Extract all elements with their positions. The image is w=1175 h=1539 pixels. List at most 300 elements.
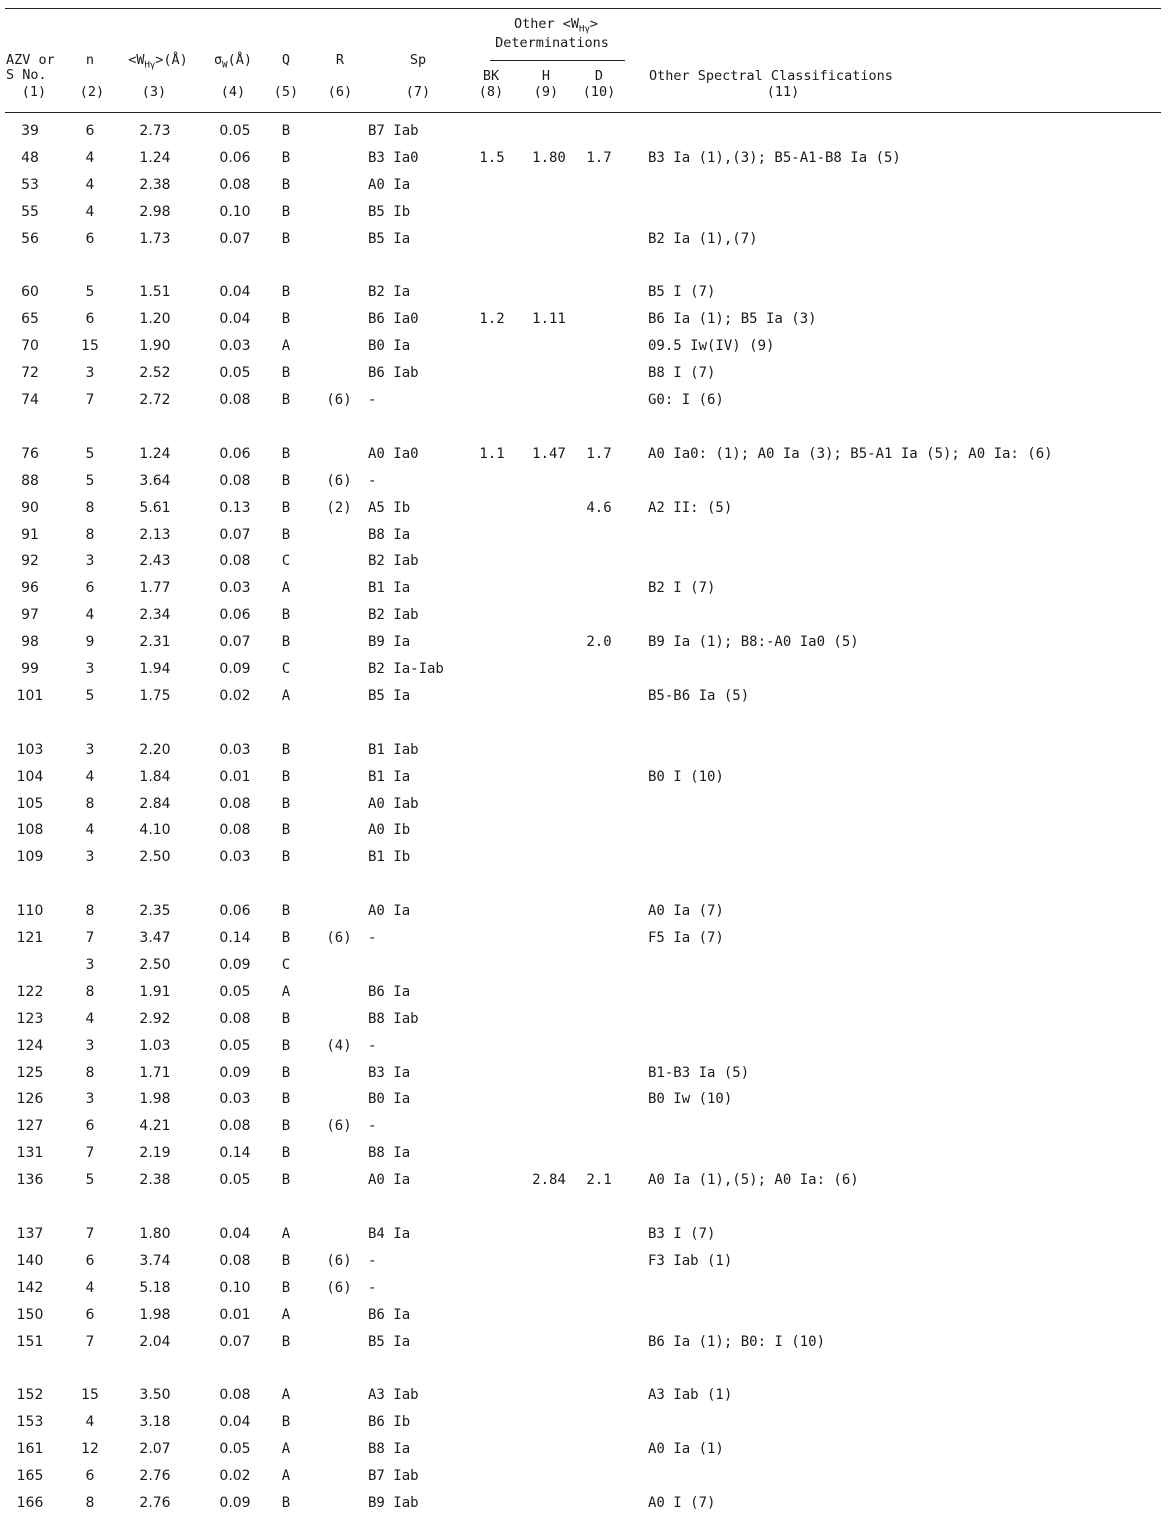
cell-sp: B9 Iab [368,1494,419,1511]
cell-n: 8 [85,526,95,543]
cell-sp: A0 Ia [368,903,411,920]
cell-r: (6) [326,1118,352,1135]
cell-whgamma: 4.10 [139,822,171,839]
cell-id: 109 [16,849,44,866]
cell-q: B [281,365,291,382]
cell-sp: B5 Ia [368,1333,411,1350]
cell-q: A [281,1468,291,1484]
cell-id: 122 [16,983,44,1000]
cell-sigma: 0.01 [219,1306,251,1323]
cell-sigma: 0.07 [219,1333,251,1350]
cell-id: 110 [16,903,44,920]
table-row [0,982,1175,1002]
cell-n: 8 [85,499,95,516]
cell-n: 8 [85,983,95,1000]
cell-n: 15 [81,1387,99,1404]
cell-q: B [281,1279,291,1296]
table-row [0,525,1175,545]
cell-sp: B3 Ia [368,1064,411,1081]
cell-q: B [281,1091,291,1108]
cell-sigma: 0.03 [219,849,251,866]
cell-other: B3 I (7) [648,1225,716,1242]
cell-other: B8 I (7) [648,365,716,382]
cell-q: B [281,176,291,193]
col4-header: $\sigma_W(Å)$ [214,52,252,71]
cell-n: 4 [85,768,95,785]
cell-sigma: 0.07 [219,526,251,543]
cell-sigma: 0.05 [219,1172,251,1189]
cell-n: 5 [85,284,95,301]
cell-sp: - [368,1118,377,1135]
cell-sp: B8 Ia [368,1145,411,1162]
cell-q: A [281,1306,291,1323]
cell-n: 4 [85,1414,95,1431]
cell-id: 48 [21,149,39,166]
col11-number: (11) [766,84,800,100]
cell-whgamma: 1.98 [139,1306,171,1323]
cell-sp: B1 Iab [368,741,419,758]
col7-number: (7) [405,84,431,100]
cell-id: 99 [21,661,39,677]
cell-other: A0 I (7) [648,1494,716,1511]
col1-number: (1) [21,84,47,100]
cell-d: 1.7 [586,445,612,462]
cell-n: 3 [85,1037,95,1054]
cell-sigma: 0.08 [219,553,251,570]
table-row [0,1332,1175,1352]
table-row [0,659,1175,679]
group-header-determinations: Determinations [495,35,609,51]
cell-whgamma: 3.47 [139,930,171,946]
table-row [0,1089,1175,1109]
cell-id: 60 [21,284,39,301]
cell-sp: A3 Iab [368,1387,419,1404]
table-row [0,282,1175,302]
col7-header: Sp [409,52,427,68]
cell-whgamma: 1.24 [139,445,171,462]
cell-sp: B5 Ib [368,203,411,220]
cell-id: 137 [16,1225,44,1242]
table-row [0,309,1175,329]
cell-r: (6) [326,930,352,946]
cell-id: 123 [16,1010,44,1027]
cell-whgamma: 2.38 [139,1172,171,1189]
cell-id: 127 [16,1118,44,1135]
cell-id: 166 [16,1494,44,1511]
col8-header: BK [482,68,500,84]
cell-whgamma: 1.91 [139,983,171,1000]
cell-q: B [281,1037,291,1054]
col8-number: (8) [478,84,504,100]
cell-n: 4 [85,1010,95,1027]
cell-q: B [281,795,291,812]
cell-whgamma: 1.94 [139,661,171,677]
cell-id: 97 [21,607,39,624]
cell-sigma: 0.04 [219,284,251,301]
cell-sp: A0 Ib [368,822,411,839]
cell-q: B [281,1172,291,1189]
cell-q: B [281,311,291,328]
cell-whgamma: 3.18 [139,1414,171,1431]
cell-sp: B6 Ia [368,1306,411,1323]
cell-sigma: 0.07 [219,230,251,247]
table-row [0,121,1175,141]
cell-sp: B6 Ia [368,983,411,1000]
cell-q: B [281,822,291,839]
cell-sp: - [368,930,377,946]
cell-whgamma: 4.21 [139,1118,171,1135]
cell-other: A0 Ia0: (1); A0 Ia (3); B5-A1 Ia (5); A0 Ia: (6) [648,445,1053,462]
cell-whgamma: 2.43 [139,553,171,570]
col11-header: Other Spectral Classifications [649,68,893,84]
cell-whgamma: 5.18 [139,1279,171,1296]
cell-id: 65 [21,311,39,328]
cell-q: B [281,1333,291,1350]
cell-id: 121 [16,930,44,946]
cell-sigma: 0.04 [219,1225,251,1242]
cell-q: B [281,499,291,516]
cell-sp: B5 Ia [368,230,411,247]
cell-n: 6 [85,1306,95,1323]
cell-sp: B3 Ia0 [368,149,419,166]
col3-header: $<W_{H\gamma}>(Å)$ [128,52,188,71]
cell-sigma: 0.08 [219,472,251,489]
cell-q: B [281,1064,291,1081]
cell-q: B [281,741,291,758]
cell-whgamma: 2.04 [139,1333,171,1350]
cell-id: 76 [21,445,39,462]
cell-sp: B1 Ib [368,849,411,866]
table-row [0,901,1175,921]
table-row [0,390,1175,410]
cell-d: 1.7 [586,149,612,166]
cell-id: 92 [21,553,39,570]
cell-whgamma: 3.74 [139,1252,171,1269]
cell-sigma: 0.03 [219,580,251,597]
cell-sp: B9 Ia [368,634,411,651]
cell-sp: A0 Ia [368,176,411,193]
cell-sigma: 0.06 [219,903,251,920]
table-row [0,767,1175,787]
cell-id: 96 [21,580,39,597]
cell-sigma: 0.14 [219,1145,251,1162]
cell-whgamma: 2.38 [139,176,171,193]
cell-q: B [281,634,291,651]
cell-r: (6) [326,472,352,489]
col9-header: H [541,68,551,84]
cell-whgamma: 2.98 [139,203,171,220]
cell-q: B [281,123,291,139]
table-row [0,363,1175,383]
cell-id: 150 [16,1306,44,1323]
top-rule [5,8,1161,9]
cell-whgamma: 1.51 [139,284,171,301]
cell-n: 5 [85,445,95,462]
cell-d: 2.1 [586,1172,612,1189]
cell-sp: B6 Ia0 [368,311,419,328]
table-row [0,1143,1175,1163]
col4-number: (4) [220,84,246,100]
cell-q: B [281,1145,291,1162]
cell-id: 72 [21,365,39,382]
cell-other: B9 Ia (1); B8:-A0 Ia0 (5) [648,634,859,651]
table-row [0,471,1175,491]
cell-id: 53 [21,176,39,193]
cell-id: 153 [16,1414,44,1431]
cell-n: 8 [85,903,95,920]
cell-sp: - [368,1279,377,1296]
col3-number: (3) [141,84,167,100]
cell-n: 7 [85,392,95,408]
cell-n: 4 [85,607,95,624]
cell-q: B [281,1252,291,1269]
cell-n: 6 [85,1468,95,1484]
cell-n: 6 [85,1252,95,1269]
table-row [0,632,1175,652]
cell-r: (6) [326,1279,352,1296]
cell-q: A [281,687,291,704]
cell-h: 1.80 [532,149,566,166]
cell-sigma: 0.06 [219,149,251,166]
cell-id: 152 [16,1387,44,1404]
cell-whgamma: 1.90 [139,338,171,355]
cell-q: C [281,956,291,973]
cell-sigma: 0.01 [219,768,251,785]
cell-sigma: 0.03 [219,741,251,758]
cell-id: 126 [16,1091,44,1108]
cell-sp: B5 Ia [368,687,411,704]
cell-id: 88 [21,472,39,489]
cell-whgamma: 3.50 [139,1387,171,1404]
cell-q: A [281,338,291,355]
cell-whgamma: 2.73 [139,123,171,139]
cell-n: 7 [85,1145,95,1162]
cell-n: 4 [85,149,95,166]
cell-n: 4 [85,1279,95,1296]
table-row [0,928,1175,948]
col1-header-line1: AZV or [6,52,55,68]
cell-other: A0 Ia (1),(5); A0 Ia: (6) [648,1172,859,1189]
table-row [0,1036,1175,1056]
table-row [0,1305,1175,1325]
table-row [0,847,1175,867]
cell-r: (6) [326,392,352,408]
cell-r: (6) [326,1252,352,1269]
table-row [0,1224,1175,1244]
cell-n: 4 [85,176,95,193]
table-row [0,794,1175,814]
cell-q: A [281,983,291,1000]
cell-whgamma: 1.71 [139,1064,171,1081]
cell-id: 101 [16,687,44,704]
cell-n: 5 [85,1172,95,1189]
cell-sp: B7 Iab [368,1468,419,1484]
cell-d: 2.0 [586,634,612,651]
cell-id: 161 [16,1441,44,1458]
cell-whgamma: 2.34 [139,607,171,624]
table-row [0,175,1175,195]
table-row [0,578,1175,598]
cell-sigma: 0.10 [219,203,251,220]
table-row [0,1063,1175,1083]
col2-header: n [85,52,95,68]
group-underline [490,60,625,61]
cell-whgamma: 2.19 [139,1145,171,1162]
cell-sp: A0 Ia0 [368,445,419,462]
cell-sigma: 0.03 [219,1091,251,1108]
cell-sigma: 0.08 [219,1387,251,1404]
table-row [0,1116,1175,1136]
cell-n: 6 [85,230,95,247]
cell-other: B6 Ia (1); B5 Ia (3) [648,311,817,328]
col1-header-line2: S No. [6,67,47,83]
table-row [0,148,1175,168]
group-header-other: Other $<W_{H\gamma}>$ [513,16,599,35]
cell-id: 55 [21,203,39,220]
cell-sp: - [368,392,377,408]
cell-sp: B8 Ia [368,1441,411,1458]
cell-id: 39 [21,123,39,139]
cell-sigma: 0.08 [219,1252,251,1269]
cell-q: B [281,230,291,247]
table-row [0,551,1175,571]
cell-id: 140 [16,1252,44,1269]
cell-q: B [281,149,291,166]
cell-whgamma: 2.52 [139,365,171,382]
cell-whgamma: 5.61 [139,499,171,516]
cell-whgamma: 2.76 [139,1494,171,1511]
cell-other: B5-B6 Ia (5) [648,687,750,704]
table-row [0,1412,1175,1432]
cell-h: 1.47 [532,445,566,462]
cell-whgamma: 2.50 [139,849,171,866]
cell-sigma: 0.08 [219,822,251,839]
cell-n: 4 [85,203,95,220]
cell-d: 4.6 [586,499,612,516]
col9-number: (9) [533,84,559,100]
cell-sp: B6 Iab [368,365,419,382]
cell-sp: B2 Ia [368,284,411,301]
cell-n: 9 [85,634,95,651]
cell-sigma: 0.05 [219,123,251,139]
cell-q: B [281,284,291,301]
cell-n: 7 [85,930,95,946]
cell-n: 3 [85,661,95,677]
cell-id: 125 [16,1064,44,1081]
cell-h: 1.11 [532,311,566,328]
cell-sp: B7 Iab [368,123,419,139]
cell-sigma: 0.06 [219,445,251,462]
cell-other: B3 Ia (1),(3); B5-A1-B8 Ia (5) [648,149,901,166]
cell-sigma: 0.02 [219,687,251,704]
cell-id: 142 [16,1279,44,1296]
table-row [0,1439,1175,1459]
cell-sp: B0 Ia [368,1091,411,1108]
cell-whgamma: 2.31 [139,634,171,651]
cell-n: 3 [85,956,95,973]
cell-whgamma: 2.35 [139,903,171,920]
col6-header: R [335,52,345,68]
table-row [0,1278,1175,1298]
cell-sp: A0 Ia [368,1172,411,1189]
cell-bk: 1.5 [479,149,505,166]
cell-whgamma: 1.84 [139,768,171,785]
cell-sigma: 0.06 [219,607,251,624]
cell-q: B [281,903,291,920]
cell-n: 8 [85,1494,95,1511]
cell-q: C [281,661,291,677]
cell-other: B0 I (10) [648,768,724,785]
col5-header: Q [281,52,291,68]
cell-n: 15 [81,338,99,355]
cell-q: A [281,580,291,597]
cell-whgamma: 3.64 [139,472,171,489]
table-row [0,444,1175,464]
cell-q: B [281,392,291,408]
cell-sigma: 0.05 [219,365,251,382]
cell-bk: 1.1 [479,445,505,462]
cell-q: B [281,1494,291,1511]
cell-q: B [281,930,291,946]
cell-whgamma: 1.24 [139,149,171,166]
table-row [0,955,1175,975]
cell-other: B2 Ia (1),(7) [648,230,758,247]
cell-sp: B1 Ia [368,580,411,597]
cell-sigma: 0.02 [219,1468,251,1484]
cell-sigma: 0.14 [219,930,251,946]
cell-n: 3 [85,1091,95,1108]
cell-whgamma: 1.03 [139,1037,171,1054]
cell-q: B [281,1010,291,1027]
cell-q: B [281,526,291,543]
cell-q: B [281,1118,291,1135]
cell-sp: B2 Ia-Iab [368,661,444,677]
cell-n: 7 [85,1225,95,1242]
cell-sp: - [368,472,377,489]
cell-other: A0 Ia (1) [648,1441,724,1458]
cell-sigma: 0.10 [219,1279,251,1296]
cell-n: 6 [85,580,95,597]
table-row [0,202,1175,222]
cell-n: 3 [85,553,95,570]
table-row [0,1170,1175,1190]
cell-sp: B4 Ia [368,1225,411,1242]
cell-sp: B2 Iab [368,553,419,570]
cell-whgamma: 2.20 [139,741,171,758]
cell-n: 6 [85,311,95,328]
cell-bk: 1.2 [479,311,505,328]
cell-sp: B8 Ia [368,526,411,543]
cell-q: A [281,1225,291,1242]
cell-sp: B8 Iab [368,1010,419,1027]
cell-id: 105 [16,795,44,812]
table-row [0,229,1175,249]
cell-sigma: 0.09 [219,956,251,973]
cell-whgamma: 2.07 [139,1441,171,1458]
cell-q: B [281,472,291,489]
cell-sigma: 0.08 [219,795,251,812]
cell-other: B1-B3 Ia (5) [648,1064,750,1081]
cell-whgamma: 1.77 [139,580,171,597]
cell-id: 56 [21,230,39,247]
cell-q: B [281,1414,291,1431]
cell-other: A3 Iab (1) [648,1387,733,1404]
cell-n: 12 [81,1441,99,1458]
table-row [0,605,1175,625]
cell-other: F5 Ia (7) [648,930,724,946]
cell-q: A [281,1387,291,1404]
col10-header: D [594,68,604,84]
